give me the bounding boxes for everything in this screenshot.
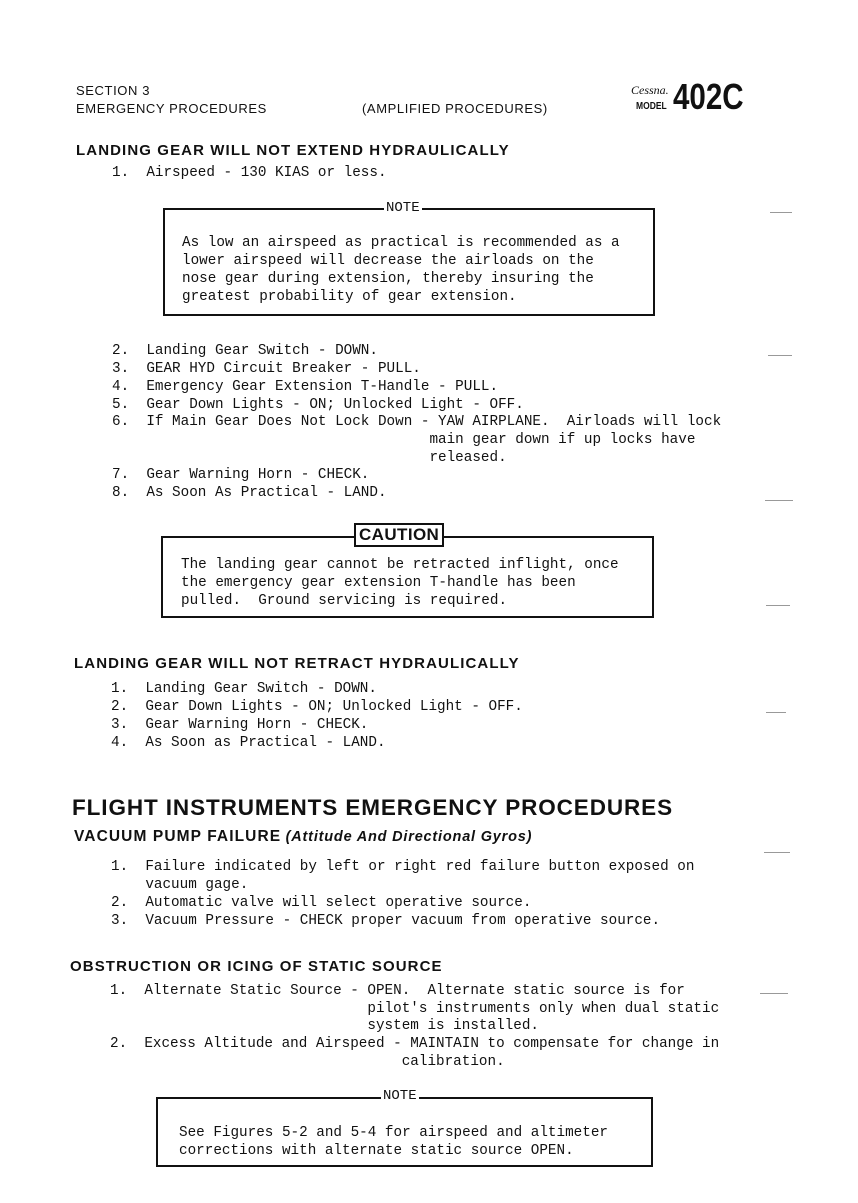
note-line: See Figures 5-2 and 5-4 for airspeed and altimeter [179,1125,608,1141]
note-line: corrections with alternate static source OPEN. [179,1143,574,1159]
caution-line: pulled. Ground servicing is required. [181,593,508,609]
gear-extend-step: 5. Gear Down Lights - ON; Unlocked Light - OFF. [112,397,524,413]
brand-logo: Cessna. [631,83,669,97]
note-line: lower airspeed will decrease the airloads on the [182,253,594,269]
note-label-2: NOTE [383,1088,417,1104]
vacuum-step: 3. Vacuum Pressure - CHECK proper vacuum from operative source. [111,913,661,929]
note-line: nose gear during extension, thereby insuring the [182,271,594,287]
gear-extend-step-cont: released. [112,450,507,466]
gear-retract-step: 4. As Soon as Practical - LAND. [111,735,386,751]
vacuum-subheading: (Attitude And Directional Gyros) [285,829,533,845]
gear-extend-step: 8. As Soon As Practical - LAND. [112,485,387,501]
model-label: MODEL [636,101,667,112]
margin-mark [770,212,792,213]
caution-line: The landing gear cannot be retracted inflight, once [181,557,619,573]
static-step: 2. Excess Altitude and Airspeed - MAINTAIN to compensate for change in [110,1036,720,1052]
gear-retract-step: 1. Landing Gear Switch - DOWN. [111,681,377,697]
note-line: greatest probability of gear extension. [182,289,517,305]
caution-line: the emergency gear extension T-handle has been [181,575,576,591]
gear-extend-step-1: 1. Airspeed - 130 KIAS or less. [112,165,387,181]
gear-extend-step: 3. GEAR HYD Circuit Breaker - PULL. [112,361,421,377]
caution-label: CAUTION [354,523,444,547]
static-source-heading: OBSTRUCTION OR ICING OF STATIC SOURCE [70,958,443,975]
margin-mark [760,993,788,994]
vacuum-step: 1. Failure indicated by left or right red failure button exposed on [111,859,695,875]
static-step-cont: pilot's instruments only when dual static [110,1001,720,1017]
gear-retract-heading: LANDING GEAR WILL NOT RETRACT HYDRAULICALLY [74,655,520,672]
vacuum-step: 2. Automatic valve will select operative source. [111,895,532,911]
static-step-cont: calibration. [110,1054,505,1070]
section-number: SECTION 3 [76,83,151,98]
margin-mark [766,712,786,713]
flight-instruments-title: FLIGHT INSTRUMENTS EMERGENCY PROCEDURES [72,795,673,820]
model-number: 402C [673,76,744,117]
static-step-cont: system is installed. [110,1018,539,1034]
margin-mark [768,355,792,356]
gear-extend-step: 6. If Main Gear Does Not Lock Down - YAW AIRPLANE. Airloads will lock [112,414,722,430]
vacuum-step-cont: vacuum gage. [111,877,249,893]
vacuum-heading-row [74,828,532,846]
section-subtitle: (AMPLIFIED PROCEDURES) [362,101,548,116]
margin-mark [764,852,790,853]
gear-extend-step: 4. Emergency Gear Extension T-Handle - PULL. [112,379,499,395]
note-label-1: NOTE [386,200,420,216]
gear-extend-step: 2. Landing Gear Switch - DOWN. [112,343,378,359]
gear-extend-heading: LANDING GEAR WILL NOT EXTEND HYDRAULICALLY [76,142,510,159]
note-line: As low an airspeed as practical is recommended as a [182,235,620,251]
gear-retract-step: 3. Gear Warning Horn - CHECK. [111,717,369,733]
section-title: EMERGENCY PROCEDURES [76,101,267,116]
margin-mark [766,605,790,606]
vacuum-heading: VACUUM PUMP FAILURE [74,828,282,845]
gear-retract-step: 2. Gear Down Lights - ON; Unlocked Light - OFF. [111,699,523,715]
margin-mark [765,500,793,501]
gear-extend-step-cont: main gear down if up locks have [112,432,696,448]
static-step: 1. Alternate Static Source - OPEN. Alternate static source is for [110,983,685,999]
gear-extend-step: 7. Gear Warning Horn - CHECK. [112,467,370,483]
